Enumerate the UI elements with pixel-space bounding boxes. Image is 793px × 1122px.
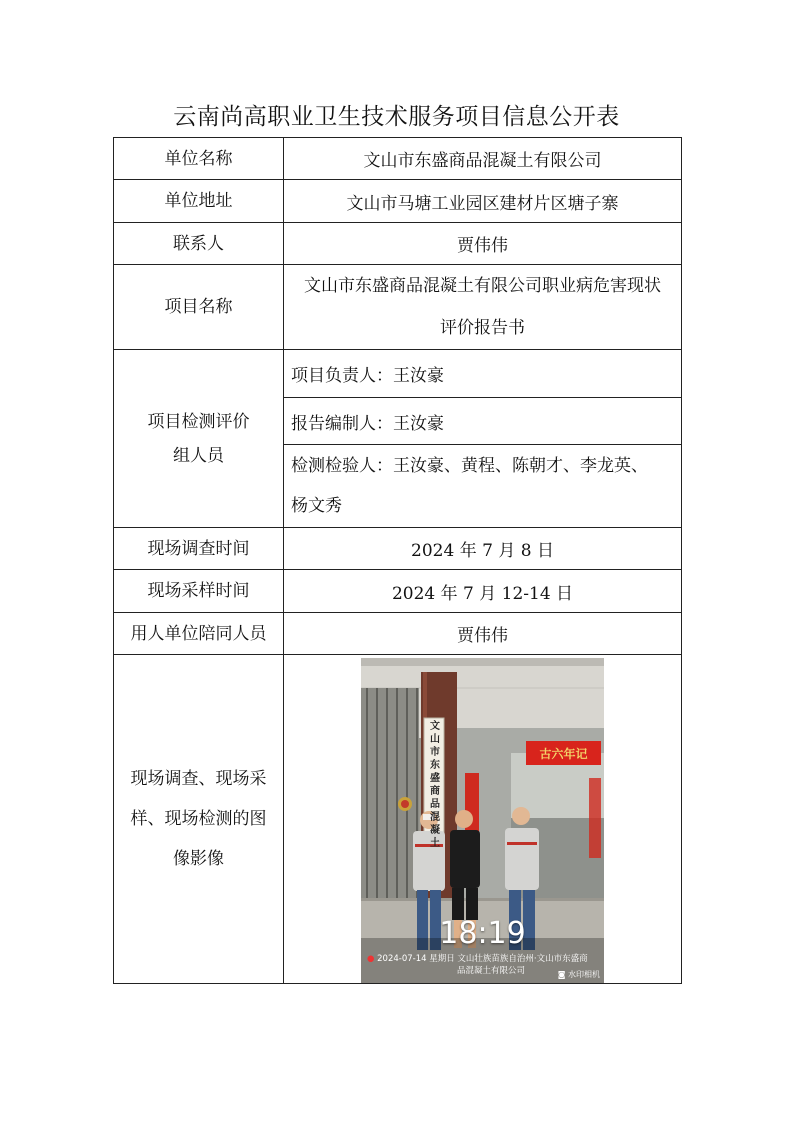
row-project-name	[114, 265, 682, 350]
row-images	[114, 655, 682, 984]
row-accompany	[114, 613, 682, 655]
red-banner-text: 古六年记	[539, 747, 588, 761]
sampling-time-label: 现场采样时间	[114, 570, 284, 613]
row-team-leader	[114, 350, 682, 398]
unit-name-value: 文山市东盛商品混凝土有限公司	[284, 138, 682, 180]
team-label-line1: 项目检测评价	[147, 411, 250, 432]
images-label	[114, 655, 284, 984]
timestamp-line1-text: 2024-07-14 星期日 文山壮族苗族自治州·文山市东盛商	[377, 954, 588, 964]
row-survey-time	[114, 528, 682, 570]
contact-value: 贾伟伟	[284, 223, 682, 265]
images-label-line2: 样、现场检测的图	[130, 809, 267, 829]
unit-address-value: 文山市马塘工业园区建材片区塘子寨	[284, 180, 682, 223]
vertical-sign-text: 文山市东盛商品混凝土	[430, 721, 440, 849]
info-table	[113, 137, 682, 984]
project-name-line1: 文山市东盛商品混凝土有限公司职业病危害现状	[304, 276, 661, 296]
team-inspectors-value	[284, 445, 682, 528]
project-name-line2: 评价报告书	[440, 318, 525, 338]
sampling-time-value: 2024 年 7 月 12-14 日	[284, 570, 682, 613]
team-inspectors-line1: 检测检验人：王汝豪、黄程、陈朝才、李龙英、	[291, 456, 648, 476]
unit-address-label: 单位地址	[114, 180, 284, 223]
images-value	[284, 655, 682, 984]
accompany-value: 贾伟伟	[284, 613, 682, 655]
unit-name-label: 单位名称	[114, 138, 284, 180]
team-label	[114, 350, 284, 528]
camera-icon: ◙	[557, 970, 566, 979]
project-name-value	[284, 265, 682, 350]
contact-label: 联系人	[114, 223, 284, 265]
project-name-label: 项目名称	[114, 265, 284, 350]
survey-time-value: 2024 年 7 月 8 日	[284, 528, 682, 570]
images-label-line3: 像影像	[173, 849, 224, 869]
team-label-line2: 组人员	[173, 445, 224, 466]
camera-watermark	[558, 969, 600, 980]
timestamp-line2: 品混凝土有限公司	[457, 966, 526, 976]
timestamp-line1	[367, 952, 588, 964]
team-leader-value: 项目负责人：王汝豪	[284, 350, 682, 398]
site-photo	[361, 658, 604, 983]
page-title: 云南尚高职业卫生技术服务项目信息公开表	[173, 104, 620, 130]
accompany-label: 用人单位陪同人员	[114, 613, 284, 655]
row-unit-address	[114, 180, 682, 223]
team-inspectors-line2: 杨文秀	[291, 496, 342, 516]
row-unit-name	[114, 138, 682, 180]
timestamp-time: 18:19	[439, 916, 526, 951]
location-pin-icon: ●	[367, 954, 375, 964]
camera-label: 水印相机	[568, 970, 600, 979]
row-sampling-time	[114, 570, 682, 613]
survey-time-label: 现场调查时间	[114, 528, 284, 570]
images-label-line1: 现场调查、现场采	[130, 769, 267, 789]
row-contact	[114, 223, 682, 265]
team-editor-value: 报告编制人：王汝豪	[284, 398, 682, 445]
